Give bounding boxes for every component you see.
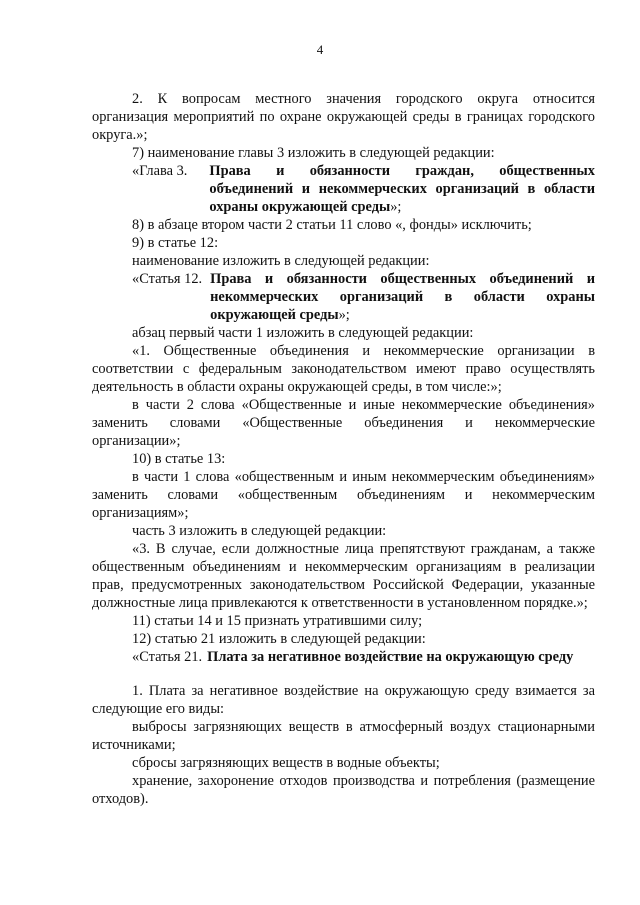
paragraph-8: абзац первый части 1 изложить в следующей редакции: <box>132 325 474 341</box>
paragraph-6: наименование изложить в следующей редакции: <box>132 253 430 269</box>
document-body <box>92 90 595 808</box>
article-21-label: «Статья 21. <box>132 649 203 665</box>
paragraph-19: выбросы загрязняющих веществ в атмосферный воздух стационарными источниками; <box>92 719 595 753</box>
chapter-3-label: «Глава 3. <box>132 163 188 179</box>
article-12-label: «Статья 12. <box>132 271 203 287</box>
spacer <box>92 666 595 682</box>
article-21-title: Плата за негативное воздействие на окружающую среду <box>207 649 574 665</box>
paragraph-4: 8) в абзаце втором части 2 статьи 11 слово «, фонды» исключить; <box>132 217 532 233</box>
paragraph-11: 10) в статье 13: <box>132 451 226 467</box>
chapter-3-heading <box>92 162 595 216</box>
paragraph-9: «1. Общественные объединения и некоммерческие организации в соответствии с федеральным законодательством имеют право осуществлять деятельность в области охраны окружающей среды, в том числе:»; <box>92 343 595 395</box>
paragraph-16: 12) статью 21 изложить в следующей редакции: <box>132 631 426 647</box>
paragraph-13: часть 3 изложить в следующей редакции: <box>132 523 387 539</box>
chapter-3-title-block <box>209 162 595 216</box>
paragraph-12: в части 1 слова «общественным и иным некоммерческим объединениям» заменить словами «общественным объединениям и некоммерческим организациям»; <box>92 469 595 521</box>
paragraph-10: в части 2 слова «Общественные и иные некоммерческие объединения» заменить словами «Общественные объединения и некоммерческие организации»; <box>92 397 595 449</box>
paragraph-1: 2. К вопросам местного значения городского округа относится организация мероприятий по охране окружающей среды в границах городского округа.»; <box>92 91 595 143</box>
paragraph-20: сбросы загрязняющих веществ в водные объекты; <box>132 755 440 771</box>
paragraph-14: «3. В случае, если должностные лица препятствуют гражданам, а также общественным объединениям и некоммерческим организациям в реализации прав, предусмотренных законодательством Российской Федерации, указанные должностные лица привлекаются к ответственности в установленном порядке.»; <box>92 541 595 611</box>
paragraph-2: 7) наименование главы 3 изложить в следующей редакции: <box>132 145 495 161</box>
article-12-tail: »; <box>338 307 350 323</box>
paragraph-21: хранение, захоронение отходов производства и потребления (размещение отходов). <box>92 773 595 807</box>
article-12-title-block <box>210 270 595 324</box>
chapter-3-tail: »; <box>390 199 402 215</box>
page-number: 4 <box>316 42 324 57</box>
paragraph-15: 11) статьи 14 и 15 признать утратившими силу; <box>132 613 423 629</box>
article-21-heading <box>92 648 595 666</box>
paragraph-5: 9) в статье 12: <box>132 235 219 251</box>
article-12-heading <box>92 270 595 324</box>
article-12-title: Права и обязанности общественных объединений и некоммерческих организаций в области охраны окружающей среды <box>210 271 595 323</box>
paragraph-18: 1. Плата за негативное воздействие на окружающую среду взимается за следующие его виды: <box>92 683 595 717</box>
chapter-3-title: Права и обязанности граждан, общественных объединений и некоммерческих организаций в области охраны окружающей среды <box>209 163 595 215</box>
